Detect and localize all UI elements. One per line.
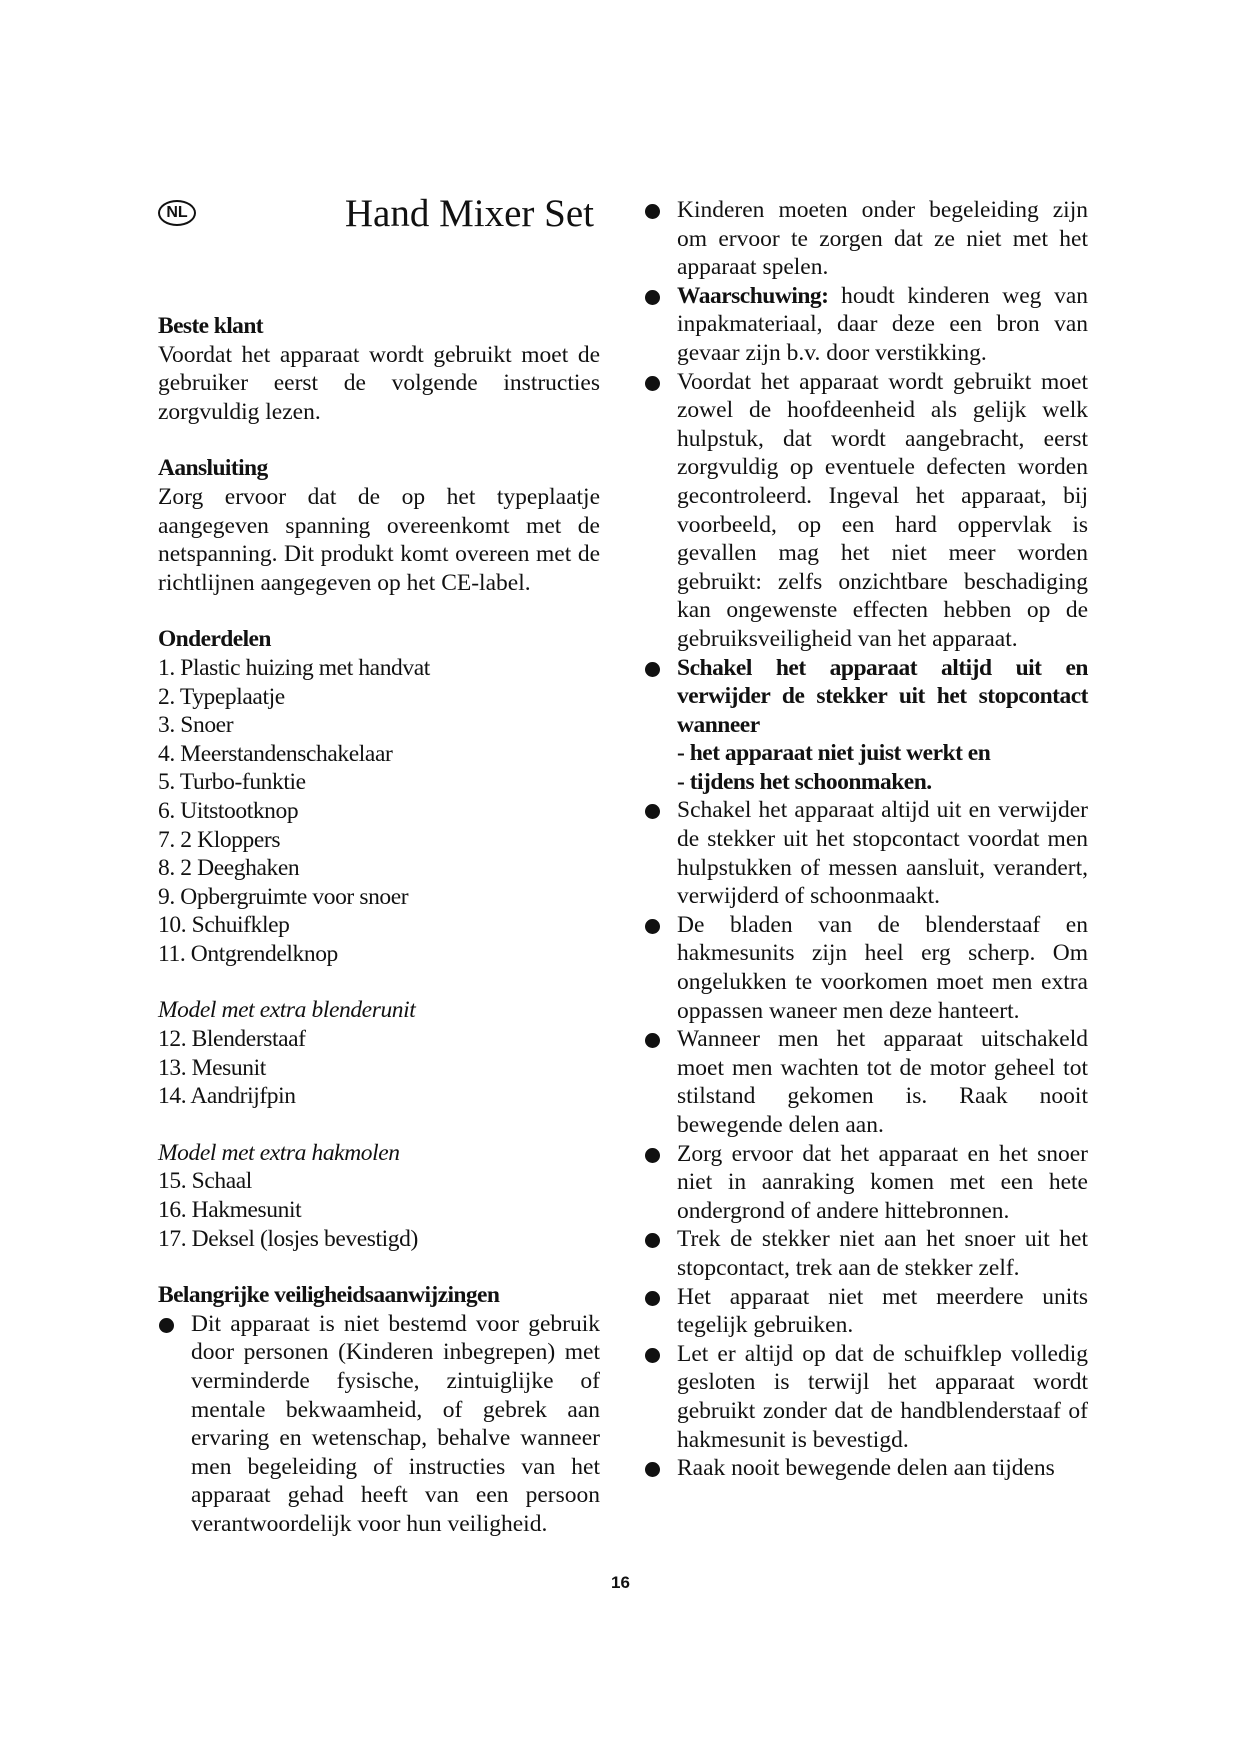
parts-heading: Onderdelen [158,626,271,653]
list-item: 6. Uitstootknop [158,797,299,824]
list-item: 14. Aandrijfpin [158,1083,296,1110]
list-item: 13. Mesunit [158,1054,266,1081]
header-row [158,192,600,236]
list-item: 1. Plastic huizing met handvat [158,654,430,681]
list-item: 5. Turbo-funktie [158,769,306,796]
safety-bullet: Voordat het apparaat wordt gebruikt moet zowel de hoofdeenheid als gelijk welk hulpstuk, dat wordt aangebracht, eerst zorgvuldig op eventuele defecten worden gecontroleerd. Ingeval het apparaat, bij voorbeeld, op een hard oppervlak is gevallen mag het niet meer worden gebruikt: zelfs onzichtbare beschadiging kan ongewenste effecten hebben op de gebruiksveiligheid van het apparaat. [644,368,1088,654]
list-item: 7. 2 Kloppers [158,826,281,853]
list-item: 17. Deksel (losjes bevestigd) [158,1225,418,1252]
safety-bullet: Zorg ervoor dat het apparaat en het snoer niet in aanraking komen met een hete ondergrond of andere hittebronnen. [644,1140,1088,1226]
language-badge: NL [158,200,196,226]
list-item: 4. Meerstandenschakelaar [158,740,393,767]
safety-list-left [158,1310,600,1539]
list-item: 11. Ontgrendelknop [158,940,338,967]
list-item: 12. Blenderstaaf [158,1026,306,1053]
blender-model-heading: Model met extra blenderunit [158,997,416,1024]
list-item: 8. 2 Deeghaken [158,855,300,882]
safety-bullet: Raak nooit bewegende delen aan tijdens [644,1454,1088,1483]
list-item: 15. Schaal [158,1168,252,1195]
page-number: 16 [611,1573,630,1592]
page-title: Hand Mixer Set [344,192,594,235]
intro-heading: Beste klant [158,313,264,339]
safety-bullet: Het apparaat niet met meerdere units tegelijk gebruiken. [644,1283,1088,1340]
unplug-instruction: Schakel het apparaat altijd uit en verwijder de stekker uit het stopcontact wanneer [677,654,1088,738]
safety-list-right [644,196,1088,1483]
safety-bullet: De bladen van de blenderstaaf en hakmesunits zijn heel erg scherp. Om ongelukken te voorkomen moet men extra oppassen waneer men deze hanteert. [644,911,1088,1025]
chopper-parts-list [158,1167,600,1253]
list-item: 3. Snoer [158,712,234,739]
safety-bullet: Schakel het apparaat altijd uit en verwijder de stekker uit het stopcontact voordat men hulpstukken of messen aansluit, verandert, verwijderd of schoonmaakt. [644,796,1088,910]
blender-parts-list [158,1025,600,1111]
parts-list [158,654,600,969]
safety-bullet [644,282,1088,368]
safety-bullet: Kinderen moeten onder begeleiding zijn om ervoor te zorgen dat ze niet met het apparaat spelen. [644,196,1088,282]
list-item: 9. Opbergruimte voor snoer [158,883,409,910]
warning-label: Waarschuwing: [677,282,829,309]
connection-text: Zorg ervoor dat de op het typeplaatje aangegeven spanning overeenkomt met de netspanning. Dit produkt komt overeen met de richtlijnen aangegeven op het CE-label. [158,483,600,596]
list-item: 2. Typeplaatje [158,683,285,710]
unplug-condition-2: - tijdens het schoonmaken. [677,768,932,795]
warning-text: houdt kinderen weg van inpakmateriaal, daar deze een bron van gevaar zijn b.v. door verstikking. [677,282,1088,366]
safety-heading: Belangrijke veiligheidsaanwijzingen [158,1282,500,1309]
connection-heading: Aansluiting [158,455,268,482]
right-column [644,196,1088,1483]
safety-bullet: Let er altijd op dat de schuifklep volledig gesloten is terwijl het apparaat wordt gebruikt zonder dat de handblenderstaaf of hakmesunit is bevestigd. [644,1340,1088,1454]
intro-text: Voordat het apparaat wordt gebruikt moet de gebruiker eerst de volgende instructies zorgvuldig lezen. [158,341,600,425]
safety-bullet [644,654,1088,797]
list-item: 10. Schuifklep [158,912,290,939]
safety-bullet: Wanneer men het apparaat uitschakeld moet men wachten tot de motor geheel tot stilstand gekomen is. Raak nooit bewegende delen aan. [644,1025,1088,1139]
unplug-condition-1: - het apparaat niet juist werkt en [677,740,991,767]
safety-bullet: Dit apparaat is niet bestemd voor gebruik door personen (Kinderen inbegrepen) met verminderde fysische, zintuiglijke of mentale bekwaamheid, of gebrek aan ervaring en wetenschap, behalve wanneer men begeleiding of instructies van het apparaat gehad heeft van een persoon verantwoordelijk voor hun veiligheid. [158,1310,600,1539]
chopper-model-heading: Model met extra hakmolen [158,1139,400,1166]
left-column [158,192,600,1539]
safety-bullet: Trek de stekker niet aan het snoer uit het stopcontact, trek aan de stekker zelf. [644,1225,1088,1282]
list-item: 16. Hakmesunit [158,1197,302,1224]
